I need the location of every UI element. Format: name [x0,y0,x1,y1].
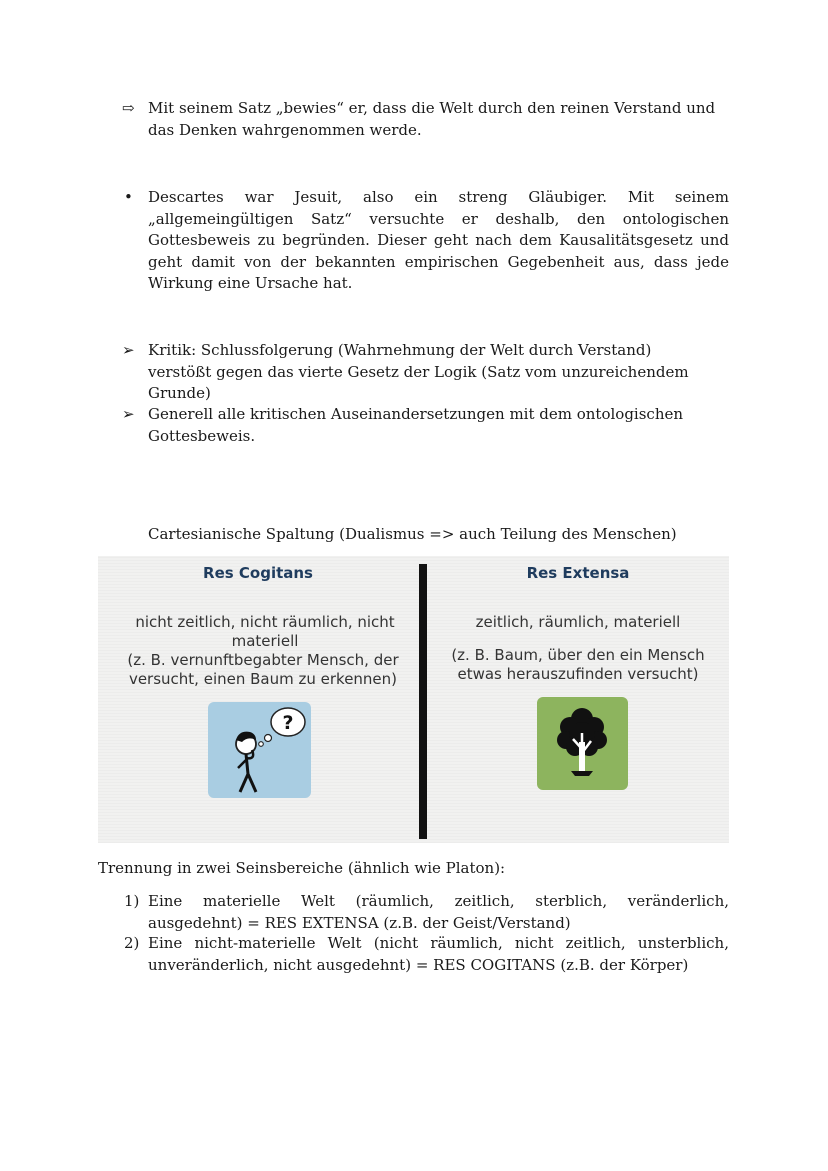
text-line: „allgemeingültigen Satz“ versuchte er deshalb, den ontologischen [148,209,729,228]
res-cogitans-panel [98,556,418,843]
dualism-figure [98,556,729,843]
res-extensa-example [428,646,728,684]
critique-item [148,404,738,447]
text-line: Eine materielle Welt (räumlich, zeitlich, sterblich, veränderlich, [148,892,729,910]
text-line: (z. B. Baum, über den ein Mensch [451,646,705,664]
text-line: das Denken wahrgenommen werde. [148,120,422,139]
text-line: ausgedehnt) = RES EXTENSA (z.B. der Geist/Verstand) [148,913,571,932]
critique-item [148,340,738,405]
bullet-paragraph [148,187,729,295]
text-line: Gottesbeweis zu begründen. Dieser geht nach dem Kausalitätsgesetz und [148,231,729,249]
text-line: Wirkung eine Ursache hat. [148,274,353,292]
text-line: (z. B. vernunftbegabter Mensch, der [127,651,399,669]
res-extensa-description [428,613,728,632]
tree-icon [537,697,628,790]
arrow-icon: ⇨ [122,99,135,117]
text-line: materiell [231,632,299,650]
svg-text:?: ? [282,712,294,734]
res-cogitans-example [108,651,418,689]
text-line: Mit seinem Satz „bewies“ er, dass die Welt durch den reinen Verstand und [148,99,716,117]
res-extensa-panel [428,556,728,843]
text-line: versucht, einen Baum zu erkennen) [128,670,398,688]
text-line: zeitlich, räumlich, materiell [475,613,681,631]
text-line: geht damit von der bekannten empirischen Gegebenheit aus, dass jede [148,252,729,271]
text-line: Grunde) [148,384,211,402]
text-line: nicht zeitlich, nicht räumlich, nicht [135,613,395,631]
arrowhead-bullet-icon: ➢ [122,405,135,423]
res-extensa-title: Res Extensa [526,564,630,582]
bullet-icon: • [124,188,133,206]
text-line: Eine nicht-materielle Welt (nicht räumlich, nicht zeitlich, unsterblich, [148,934,729,952]
figure-caption: Cartesianische Spaltung (Dualismus => auch Teilung des Menschen) [148,525,677,543]
text-line: Gottesbeweis. [148,426,256,445]
list-number: 2) [124,934,140,952]
text-line: unveränderlich, nicht ausgedehnt) = RES COGITANS (z.B. der Körper) [148,955,689,974]
section-heading: Trennung in zwei Seinsbereiche (ähnlich wie Platon): [98,859,506,877]
text-line: etwas herauszufinden versucht) [457,665,699,683]
text-line: verstößt gegen das vierte Gesetz der Logik (Satz vom unzureichendem [148,362,689,381]
res-cogitans-title: Res Cogitans [203,564,313,582]
list-item [148,891,729,934]
text-line: Generell alle kritischen Auseinandersetzungen mit dem ontologischen [148,405,684,423]
vertical-divider [419,564,427,839]
list-item [148,933,729,976]
arrowhead-bullet-icon: ➢ [122,341,135,359]
text-line: Kritik: Schlussfolgerung (Wahrnehmung der Welt durch Verstand) [148,341,652,359]
arrow-paragraph [148,98,738,141]
res-cogitans-description [112,613,418,651]
thinking-person-icon [208,702,311,798]
list-number: 1) [124,892,140,910]
text-line: Descartes war Jesuit, also ein streng Gläubiger. Mit seinem [148,188,729,206]
